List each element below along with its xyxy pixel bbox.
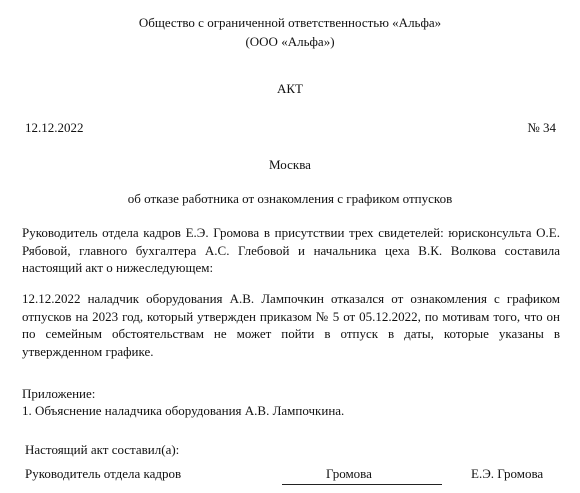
signature-intro: Настоящий акт составил(а): (25, 442, 180, 457)
signature-full-name: Е.Э. Громова (471, 466, 544, 481)
appendix-heading: Приложение: (22, 386, 96, 401)
signature-handwritten-name: Громова (326, 466, 372, 481)
signature-role: Руководитель отдела кадров (25, 466, 182, 481)
body-paragraph-2: 12.12.2022 наладчик оборудования А.В. Лампочкин отказался от ознакомления с графиком отпусков на 2023 год, который утвержден приказом № 5 от 05.12.2022, по мотивам того, что он по семейным обстоятельствам не может пойти в отпуск в даты, которые указаны в утвержденном графике. (22, 291, 560, 359)
document-number: № 34 (527, 120, 556, 135)
org-short-name: (ООО «Альфа») (245, 34, 335, 49)
appendix-item-1: 1. Объяснение наладчика оборудования А.В. Лампочкина. (22, 403, 345, 418)
org-full-name: Общество с ограниченной ответственностью «Альфа» (138, 15, 442, 30)
document-subject: об отказе работника от ознакомления с графиком отпусков (127, 191, 453, 206)
document-city: Москва (269, 157, 311, 172)
body-paragraph-1: Руководитель отдела кадров Е.Э. Громова в присутствии трех свидетелей: юрисконсульта О.Е. Рябовой, главного бухгалтера А.С. Глебовой и начальника цеха В.К. Волкова составила настоящий акт о нижеследующем: (22, 225, 560, 275)
signature-line (282, 484, 442, 485)
document-title: АКТ (277, 81, 303, 96)
document-date: 12.12.2022 (25, 120, 84, 135)
